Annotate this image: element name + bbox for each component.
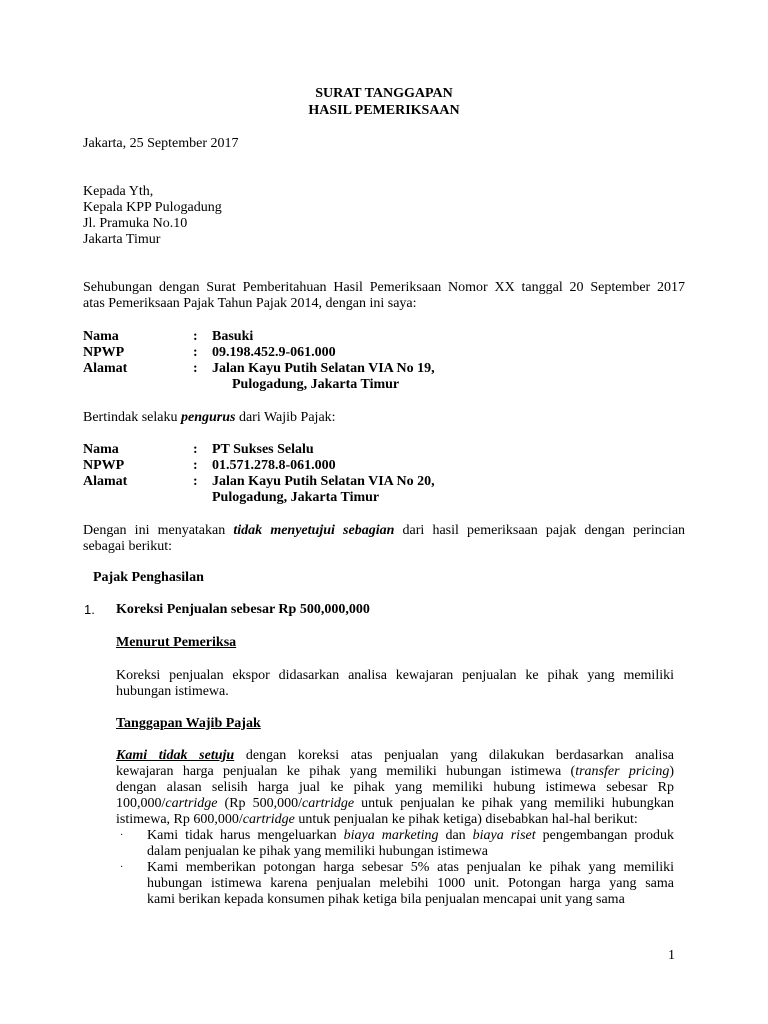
response-line <box>116 812 674 828</box>
response-line <box>116 764 674 780</box>
response-heading: Tanggapan Wajib Pajak <box>116 716 261 731</box>
response-line: dengan alasan selisih harga jual ke pihak yang memiliki hubung istimewa sebesar Rp <box>116 780 674 795</box>
statement-part1: Dengan ini menyatakan <box>83 523 226 538</box>
role-sentence <box>83 410 336 426</box>
document-title-line2: HASIL PEMERIKSAAN <box>308 103 460 118</box>
bullet-line <box>147 828 674 844</box>
bullet1-text: Kami tidak harus mengeluarkan <box>147 828 344 843</box>
document-title-line1: SURAT TANGGAPAN <box>315 86 453 101</box>
company-alamat-label: Alamat <box>83 474 128 489</box>
person-npwp-colon: : <box>193 345 198 360</box>
role-word: pengurus <box>180 410 236 425</box>
intro-line: Sehubungan dengan Surat Pemberitahuan Hasil Pemeriksaan Nomor XX tanggal 20 September 2017 <box>83 280 685 295</box>
person-alamat-value-line1: Jalan Kayu Putih Selatan VIA No 19, <box>212 361 435 376</box>
bullet1-text: dan <box>438 828 473 843</box>
page-number: 1 <box>668 948 675 963</box>
response-line5-italic: cartridge <box>242 812 295 827</box>
examiner-heading: Menurut Pemeriksa <box>116 635 237 650</box>
response-emphasis: Kami tidak setuju <box>116 748 235 763</box>
recipient-salutation: Kepada Yth, <box>83 184 154 199</box>
person-nama-value: Basuki <box>212 329 254 344</box>
statement-line: sebagai berikut: <box>83 539 173 554</box>
section-heading: Pajak Penghasilan <box>93 570 204 585</box>
company-npwp-label: NPWP <box>83 458 125 473</box>
company-alamat-value-line2: Pulogadung, Jakarta Timur <box>212 490 380 505</box>
company-nama-colon: : <box>193 442 198 457</box>
bullet-line: dalam penjualan ke pihak yang memiliki hubungan istimewa <box>147 844 488 859</box>
bullet-line: Kami memberikan potongan harga sebesar 5% atas penjualan ke pihak yang memiliki <box>147 860 674 875</box>
bullet-item-1 <box>147 828 674 860</box>
company-alamat-colon: : <box>193 474 198 489</box>
response-line5-text: istimewa, Rp 600,000/ <box>116 812 243 827</box>
statement-paragraph <box>83 523 685 555</box>
examiner-paragraph <box>116 668 674 700</box>
company-nama-label: Nama <box>83 442 119 457</box>
response-line4-text: untuk penjualan ke pihak yang memiliki hubungkan <box>354 796 674 811</box>
response-line4-text: 100,000/ <box>116 796 166 811</box>
item-title: Koreksi Penjualan sebesar Rp 500,000,000 <box>116 602 370 617</box>
bullet-line: hubungan istimewa karena penjualan melebihi 1000 unit. Potongan harga yang sama <box>147 876 674 891</box>
company-npwp-colon: : <box>193 458 198 473</box>
response-line1-rest: dengan koreksi atas penjualan yang dilakukan berdasarkan analisa <box>245 748 674 763</box>
response-line <box>116 796 674 812</box>
response-line2-close: ) <box>669 764 674 779</box>
statement-line <box>83 523 685 539</box>
person-nama-colon: : <box>193 329 198 344</box>
intro-paragraph <box>83 280 685 312</box>
response-line4-italic: cartridge <box>301 796 355 811</box>
response-paragraph <box>116 748 674 828</box>
response-line5-text: untuk penjualan ke pihak ketiga) disebabkan hal-hal berikut: <box>294 812 638 827</box>
response-line4-italic: cartridge <box>165 796 218 811</box>
person-alamat-colon: : <box>193 361 198 376</box>
role-prefix: Bertindak selaku <box>83 410 181 425</box>
bullet1-text: pengembangan produk <box>535 828 674 843</box>
response-line <box>116 748 674 764</box>
person-npwp-value: 09.198.452.9-061.000 <box>212 345 336 360</box>
response-line2-text: kewajaran harga penjualan ke pihak yang memiliki hubungan istimewa ( <box>116 764 576 779</box>
recipient-street: Jl. Pramuka No.10 <box>83 216 188 231</box>
company-nama-value: PT Sukses Selalu <box>212 442 314 457</box>
person-alamat-label: Alamat <box>83 361 128 376</box>
person-npwp-label: NPWP <box>83 345 125 360</box>
statement-part2: dari hasil pemeriksaan pajak dengan perincian <box>402 523 685 538</box>
response-line4-text: (Rp 500,000/ <box>217 796 302 811</box>
company-npwp-value: 01.571.278.8-061.000 <box>212 458 336 473</box>
role-suffix: dari Wajib Pajak: <box>235 410 336 425</box>
intro-line: atas Pemeriksaan Pajak Tahun Pajak 2014, dengan ini saya: <box>83 296 417 311</box>
bullet1-italic: biaya marketing <box>343 828 439 843</box>
response-line2-italic: transfer pricing <box>575 764 670 779</box>
company-alamat-value-line1: Jalan Kayu Putih Selatan VIA No 20, <box>212 474 435 489</box>
recipient-city: Jakarta Timur <box>83 232 161 247</box>
person-alamat-value-line2: Pulogadung, Jakarta Timur <box>232 377 400 392</box>
bullet-marker: · <box>120 862 124 873</box>
bullet-marker: · <box>120 830 124 841</box>
bullet1-italic: biaya riset <box>472 828 536 843</box>
examiner-line: Koreksi penjualan ekspor didasarkan analisa kewajaran penjualan ke pihak yang memiliki <box>116 668 674 683</box>
statement-emphasis: tidak menyetujui sebagian <box>233 523 395 538</box>
item-number: 1. <box>84 602 95 617</box>
bullet-line: kami berikan kepada konsumen pihak ketiga bila penjualan mencapai unit yang sama <box>147 892 625 907</box>
person-nama-label: Nama <box>83 329 119 344</box>
bullet-item-2 <box>147 860 674 908</box>
recipient-office: Kepala KPP Pulogadung <box>83 200 222 215</box>
place-date: Jakarta, 25 September 2017 <box>83 136 239 151</box>
examiner-line: hubungan istimewa. <box>116 684 229 699</box>
